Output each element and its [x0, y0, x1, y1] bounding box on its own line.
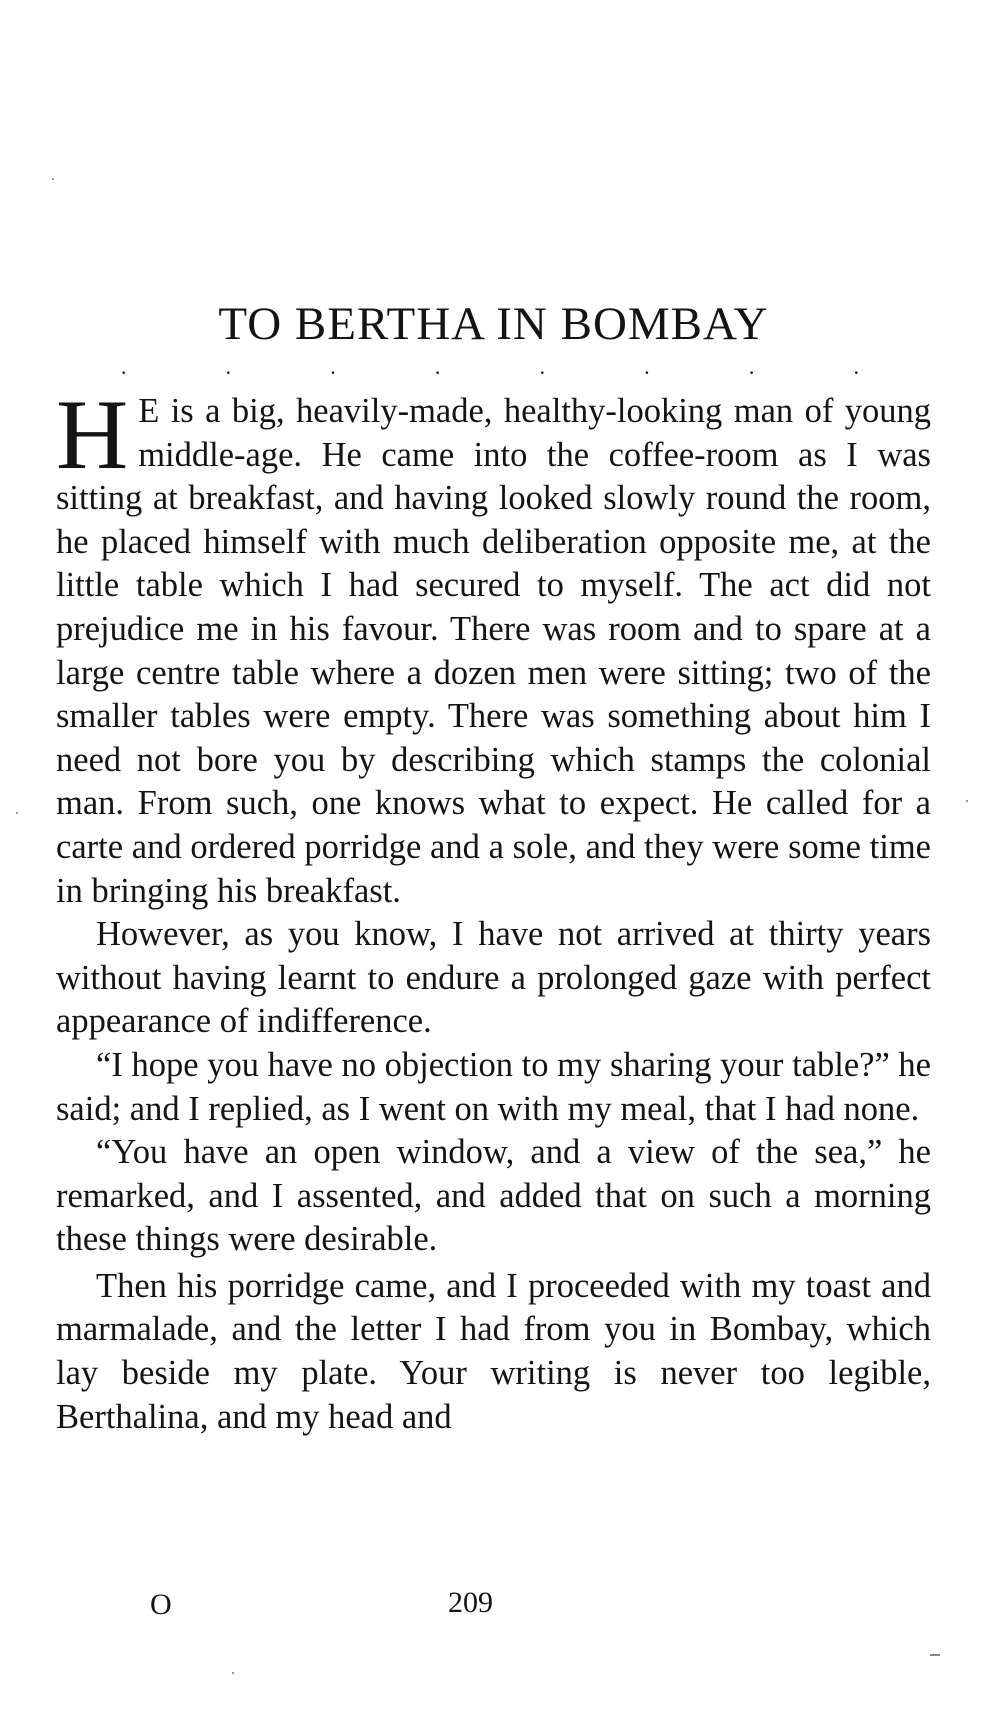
- paper-speck: [232, 1672, 234, 1674]
- paper-speck: [52, 178, 54, 180]
- paragraph: “You have an open window, and a view of the sea,” he remarked, and I assented, and added that on such a morning these things were desirable.: [56, 1133, 931, 1259]
- ornament-dot: ·: [329, 360, 337, 385]
- chapter-title: TO BERTHA IN BOMBAY: [218, 298, 769, 350]
- paragraph: However, as you know, I have not arrived at thirty years without having learnt to endure a prolonged gaze with perfect appearance of indifference.: [56, 915, 931, 1041]
- signature-mark: O: [150, 1588, 172, 1621]
- drop-cap: H: [56, 379, 129, 490]
- paragraph: Then his porridge came, and I proceeded with my toast and marmalade, and the letter I had from you in Bombay, which lay beside my plate. Your writing is never too legible, Berthalina, and my head and: [56, 1266, 931, 1436]
- ornament-dot-row: [120, 362, 860, 384]
- paper-speck: [16, 812, 18, 814]
- paragraph: “I hope you have no objection to my sharing your table?” he said; and I replied, as I went on with my meal, that I had none.: [56, 1045, 931, 1128]
- paragraph: [56, 379, 931, 913]
- ornament-dot: ·: [643, 360, 651, 385]
- body-text: [56, 379, 931, 1439]
- ornament-dot: ·: [433, 360, 442, 385]
- ornament-dot: ·: [120, 360, 128, 385]
- ornament-dot: ·: [224, 360, 232, 385]
- page-number: 209: [448, 1586, 493, 1619]
- ornament-dot: ·: [538, 360, 546, 385]
- ornament-dot: ·: [747, 360, 756, 385]
- paper-speck: [966, 800, 968, 802]
- paper-mark: [930, 1654, 940, 1656]
- ornament-dot: ·: [852, 360, 860, 385]
- paragraph-text: E is a big, heavily-made, healthy-looking man of young middle-age. He came into the coffee-room as I was sitting at breakfast, and having looked slowly round the room, he placed himself with much deliberation opposite me, at the little table which I had secured to myself. The act did not prejudice me in his favour. There was room and to spare at a large centre table where a dozen men were sitting; two of the smaller tables were empty. There was something about him I need not bore you by describing which stamps the colonial man. From such, one knows what to expect. He called for a carte and ordered porridge and a sole, and they were some time in bringing his breakfast.: [56, 392, 931, 910]
